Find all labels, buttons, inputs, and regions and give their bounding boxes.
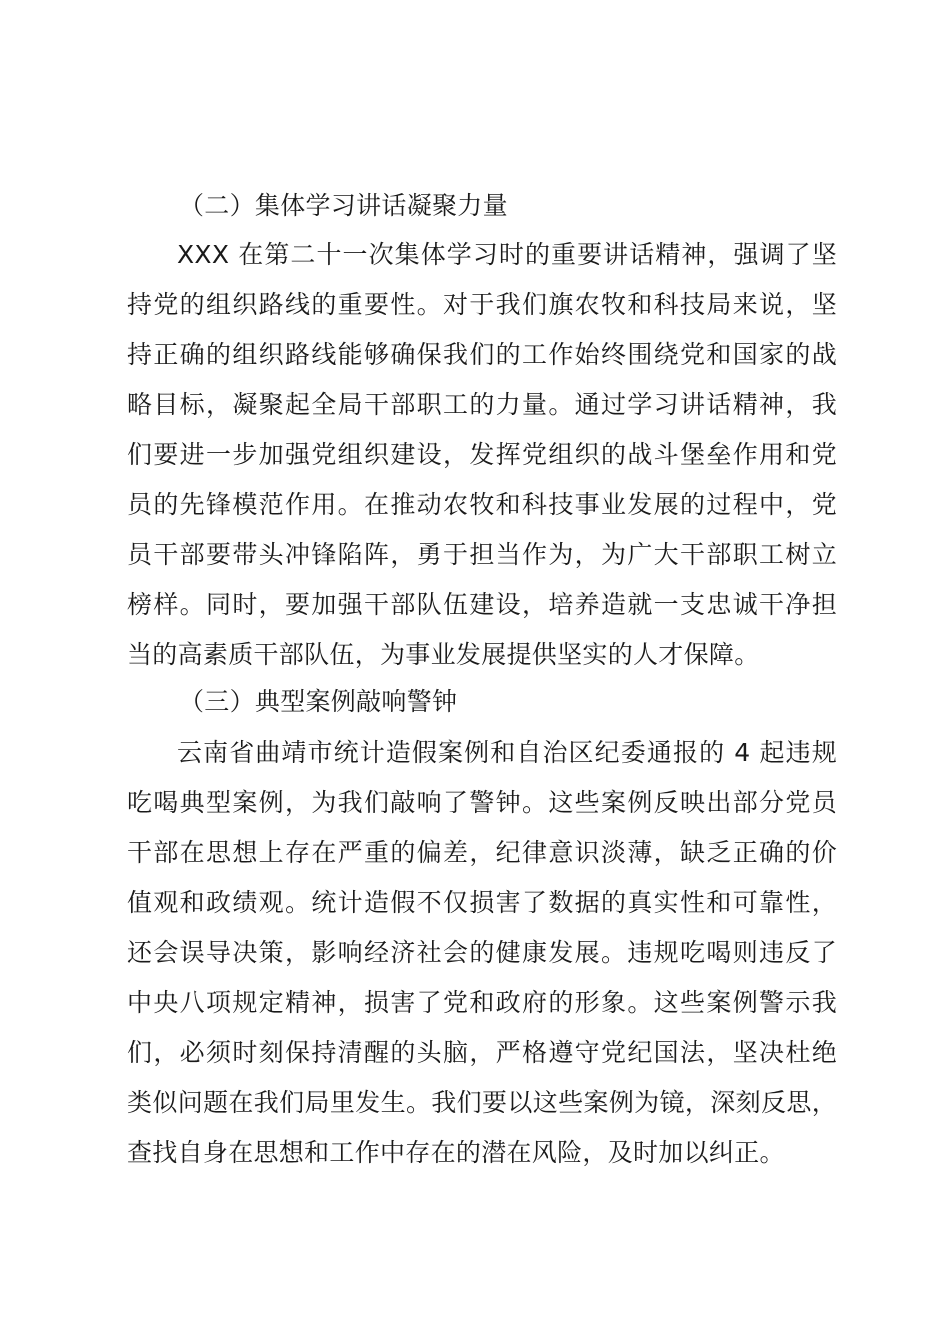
paragraph-line: 干部在思想上存在严重的偏差，纪律意识淡薄，缺乏正确的价	[127, 838, 837, 867]
paragraph-line: 查找自身在思想和工作中存在的潜在风险，及时加以纠正。	[127, 1138, 785, 1167]
paragraph-line: 持正确的组织路线能够确保我们的工作始终围绕党和国家的战	[127, 340, 837, 369]
section-heading-text: （二）集体学习讲话凝聚力量	[179, 191, 508, 220]
section-heading-text: （三）典型案例敲响警钟	[179, 687, 458, 716]
paragraph-line: XXX 在第二十一次集体学习时的重要讲话精神，强调了坚	[177, 240, 837, 269]
paragraph-line: 吃喝典型案例，为我们敲响了警钟。这些案例反映出部分党员	[127, 788, 837, 817]
paragraph-line: 榜样。同时，要加强干部队伍建设，培养造就一支忠诚干净担	[127, 590, 837, 619]
section-2-paragraph	[127, 230, 837, 680]
paragraph-line: 当的高素质干部队伍，为事业发展提供坚实的人才保障。	[127, 640, 760, 669]
section-2-heading	[127, 181, 837, 231]
paragraph-line: 们，必须时刻保持清醒的头脑，严格遵守党纪国法，坚决杜绝	[127, 1038, 837, 1067]
paragraph-line: 员干部要带头冲锋陷阵，勇于担当作为，为广大干部职工树立	[127, 540, 837, 569]
paragraph-line: 略目标，凝聚起全局干部职工的力量。通过学习讲话精神，我	[127, 390, 837, 419]
paragraph-line: 类似问题在我们局里发生。我们要以这些案例为镜，深刻反思，	[127, 1088, 837, 1117]
paragraph-line: 值观和政绩观。统计造假不仅损害了数据的真实性和可靠性，	[127, 888, 837, 917]
paragraph-line: 云南省曲靖市统计造假案例和自治区纪委通报的 4 起违规	[177, 738, 837, 767]
section-3-paragraph	[127, 728, 837, 1178]
paragraph-line: 员的先锋模范作用。在推动农牧和科技事业发展的过程中，党	[127, 490, 837, 519]
paragraph-line: 们要进一步加强党组织建设，发挥党组织的战斗堡垒作用和党	[127, 440, 837, 469]
section-3-heading	[127, 677, 837, 727]
paragraph-line: 还会误导决策，影响经济社会的健康发展。违规吃喝则违反了	[127, 938, 837, 967]
paragraph-line: 持党的组织路线的重要性。对于我们旗农牧和科技局来说，坚	[127, 290, 837, 319]
paragraph-line: 中央八项规定精神，损害了党和政府的形象。这些案例警示我	[127, 988, 837, 1017]
